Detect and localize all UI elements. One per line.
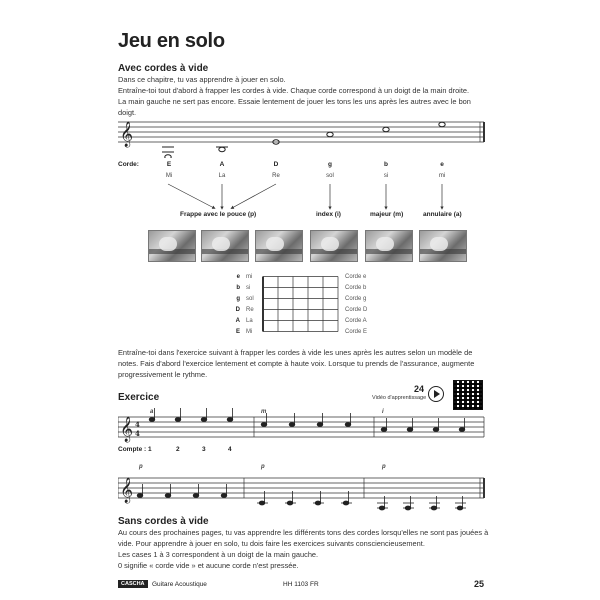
fretboard-left-labels xyxy=(228,271,258,337)
finger-label-thumb: Frappe avec le pouce (p) xyxy=(180,211,257,218)
treble-clef-icon: 𝄞 xyxy=(120,478,134,503)
exercise-heading: Exercice xyxy=(118,392,160,403)
note-E xyxy=(165,155,171,158)
string-name-b: b xyxy=(384,161,388,168)
solfege-sol: sol xyxy=(326,173,334,179)
fret-solfege-si: si xyxy=(246,284,251,291)
fret-solfege-Re: Re xyxy=(246,306,254,313)
exercise-1-notes xyxy=(149,408,465,432)
hand-photo-4 xyxy=(310,230,358,262)
time-signature-bottom: 4 xyxy=(135,429,140,438)
fret-letter-D: D xyxy=(235,306,240,313)
hand-photo-3 xyxy=(255,230,303,262)
count-2: 2 xyxy=(176,446,180,453)
fingering-p-1: p xyxy=(139,464,143,470)
time-signature-top: 4 xyxy=(135,420,140,429)
intro-line-2: Entraîne-toi tout d'abord à frapper les cordes à vide. Chaque corde correspond à un doigt de la main droite. xyxy=(118,86,470,95)
exercise-intro-paragraph: Entraîne-toi dans l'exercice suivant à frapper les cordes à vide les unes après les autres selon un modèle de notes. Fais d'abord l'exercice lentement et compte à haute voix. Lorsque tu prends de l'assurance, augmente progressivement le rythme. xyxy=(118,348,475,379)
fret-solfege-sol: sol xyxy=(246,295,254,302)
hand-photo-5 xyxy=(365,230,413,262)
fret-solfege-Mi: Mi xyxy=(246,328,253,335)
video-label: Vidéo d'apprentissage xyxy=(372,395,427,401)
footer-book-code: HH 1103 FR xyxy=(283,581,319,588)
publisher-logo: CASCHA xyxy=(118,580,148,588)
section2-line-3: 0 signifie « corde vide » et aucune corde n'est pressée. xyxy=(118,561,299,570)
fingering-i: i xyxy=(382,409,384,415)
fret-right-label-b: Corde b xyxy=(345,284,367,291)
string-name-g: g xyxy=(328,161,332,168)
note-A xyxy=(219,147,225,151)
fret-right-label-E: Corde E xyxy=(345,328,368,335)
fret-letter-g: g xyxy=(236,295,240,302)
string-name-E: E xyxy=(166,161,172,168)
fret-right-label-e: Corde e xyxy=(345,273,367,280)
note-e xyxy=(439,122,445,126)
page-title: Jeu en solo xyxy=(118,30,225,52)
section-heading-fretted-strings: Sans cordes à vide xyxy=(118,516,209,527)
hand-photo-1 xyxy=(148,230,196,262)
exercise-staff-2 xyxy=(118,470,488,512)
footer-book-title: Guitare Acoustique xyxy=(152,581,207,588)
solfege-mi: mi xyxy=(438,173,446,179)
solfege-La: La xyxy=(218,173,226,179)
page-number: 25 xyxy=(474,579,485,589)
finger-label-ring: annulaire (a) xyxy=(423,211,462,218)
finger-label-middle: majeur (m) xyxy=(370,211,404,218)
treble-clef-icon: 𝄞 xyxy=(120,122,134,147)
solfege-Mi: Mi xyxy=(165,173,173,179)
note-b xyxy=(383,127,389,131)
section2-line-2: Les cases 1 à 3 correspondent à un doigt de la main gauche. xyxy=(118,550,319,559)
exercise-staff-1 xyxy=(118,405,488,445)
fret-letter-e: e xyxy=(236,273,240,280)
fretboard-grid xyxy=(262,271,342,337)
fingering-a: a xyxy=(150,409,154,415)
fingering-p-3: p xyxy=(382,464,386,470)
solfege-si: si xyxy=(383,173,389,179)
fret-letter-E: E xyxy=(235,328,240,335)
section2-line-1: Au cours des prochaines pages, tu vas apprendre les différents tons des cordes lorsqu'elles ne sont pas jouées à vide. Pour apprendre à jouer en solo, tu dois faire les exercices suivants consciencieusement. xyxy=(118,528,489,548)
intro-line-3: La main gauche ne sert pas encore. Essaie lentement de jouer les tons les uns après les autres avec le bon doigt. xyxy=(118,97,471,117)
solfege-Re: Re xyxy=(272,173,280,179)
fret-right-label-D: Corde D xyxy=(345,306,368,313)
strings-label: Corde: xyxy=(118,161,139,168)
section2-paragraph xyxy=(118,527,490,571)
fret-solfege-mi: mi xyxy=(246,273,253,280)
string-name-e: e xyxy=(440,161,444,168)
fret-solfege-La: La xyxy=(246,317,253,324)
fret-right-label-A: Corde A xyxy=(345,317,367,324)
count-label: Compte : 1 xyxy=(118,446,152,453)
string-name-D: D xyxy=(273,161,279,168)
count-4: 4 xyxy=(228,446,232,453)
string-name-A: A xyxy=(219,161,225,168)
fingering-m: m xyxy=(261,409,267,415)
finger-arrows xyxy=(150,182,460,212)
treble-clef-icon: 𝄞 xyxy=(120,417,134,442)
fret-right-label-g: Corde g xyxy=(345,295,367,302)
fret-letter-b: b xyxy=(236,284,240,291)
fretboard-right-labels xyxy=(345,271,367,337)
finger-label-index: index (i) xyxy=(316,211,341,218)
open-string-notes xyxy=(162,122,445,158)
intro-line-1: Dans ce chapitre, tu vas apprendre à jouer en solo. xyxy=(118,75,286,84)
fret-letter-A: A xyxy=(235,317,240,324)
open-strings-staff xyxy=(118,110,488,158)
hand-photo-2 xyxy=(201,230,249,262)
count-3: 3 xyxy=(202,446,206,453)
play-video-icon[interactable] xyxy=(428,386,444,402)
fingering-p-2: p xyxy=(261,464,265,470)
note-g xyxy=(327,132,333,136)
video-number: 24 xyxy=(414,384,425,394)
section-heading-open-strings: Avec cordes à vide xyxy=(118,63,209,74)
hand-photo-6 xyxy=(419,230,467,262)
